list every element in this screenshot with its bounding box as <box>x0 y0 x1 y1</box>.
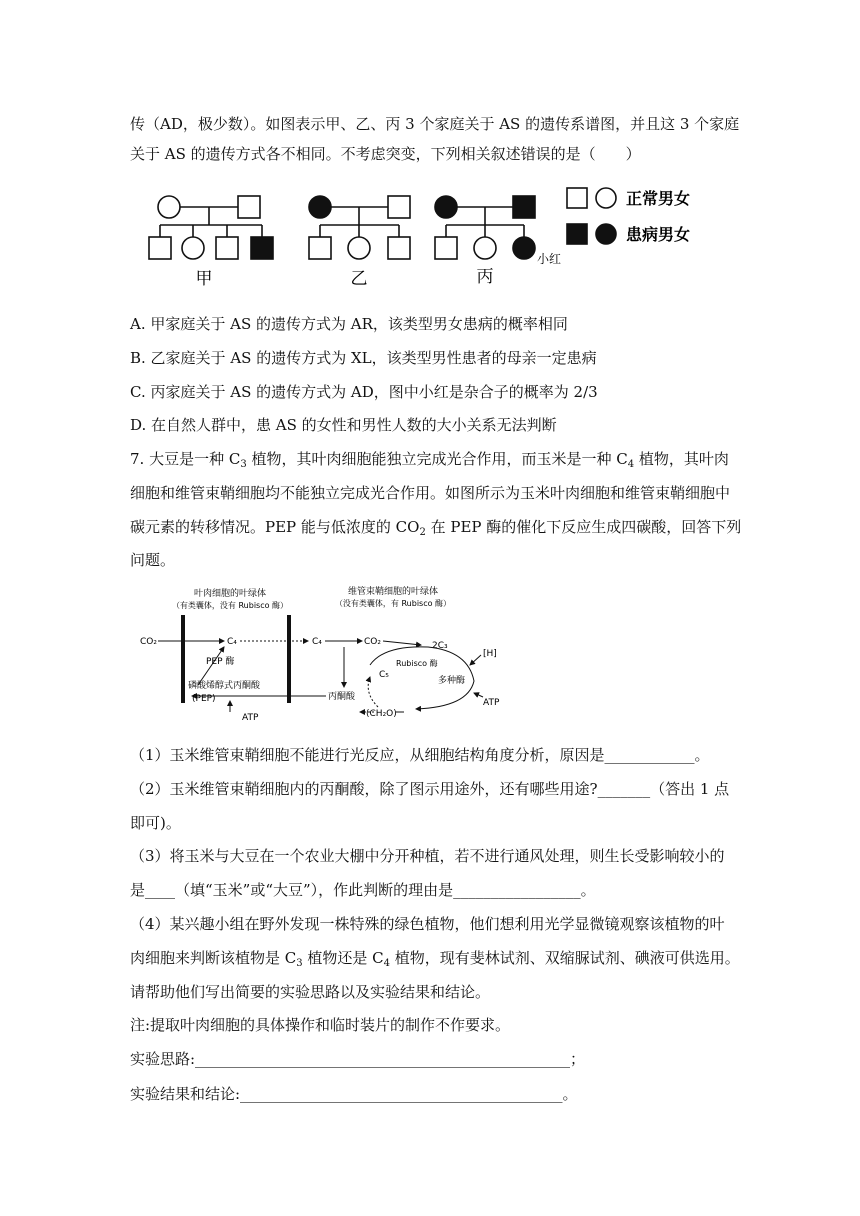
bing-son <box>435 237 457 259</box>
pep-name-label: 磷酸烯醇式丙酮酸 <box>188 681 261 691</box>
option-a: A. 甲家庭关于 AS 的遗传方式为 AR，该类型男女患病的概率相同 <box>130 315 568 333</box>
co2-right: CO₂ <box>364 637 381 647</box>
legend-affected-male <box>567 224 587 244</box>
q7-line-4: 问题。 <box>130 551 176 569</box>
two-c3: 2C₃ <box>432 641 448 651</box>
xiaohong-label: 小红 <box>537 252 562 266</box>
option-d: D. 在自然人群中，患 AS 的女性和男性人数的大小关系无法判断 <box>130 416 557 434</box>
multi-enzyme-label: 多种酶 <box>438 676 466 686</box>
jia-mother <box>158 196 180 218</box>
co2-left: CO₂ <box>140 637 157 647</box>
rubisco-label: Rubisco 酶 <box>396 659 438 668</box>
question-1: （1）玉米维管束鞘细胞不能进行光反应，从细胞结构角度分析，原因是____________。 <box>130 746 710 764</box>
yi-son-1 <box>309 237 331 259</box>
question-4-line-1: （4）某兴趣小组在野外发现一株特殊的绿色植物，他们想利用光学显微镜观察该植物的叶 <box>130 915 725 933</box>
yi-father <box>388 196 410 218</box>
jia-son-1 <box>149 237 171 259</box>
bundle-subtitle: （没有类囊体，有 Rubisco 酶） <box>334 599 452 608</box>
option-c: C. 丙家庭关于 AS 的遗传方式为 AD，图中小红是杂合子的概率为 2/3 <box>130 383 598 401</box>
bing-mother-affected <box>435 196 457 218</box>
family-label-jia: 甲 <box>195 269 213 289</box>
jia-son-affected <box>251 237 273 259</box>
q7-line-3: 碳元素的转移情况。PEP 能与低浓度的 $CO_2$ 在 PEP 酶的催化下反应生成四碳酸，回答下列 <box>130 518 742 538</box>
yi-son-2 <box>388 237 410 259</box>
legend-normal-label: 正常男女 <box>626 189 691 208</box>
ch2o-label: (CH₂O) <box>366 709 397 719</box>
c5-label: C₅ <box>379 670 389 680</box>
legend-normal-male <box>567 188 587 208</box>
question-4-line-2: 肉细胞来判断该植物是 $C_3$ 植物还是 $C_4$ 植物，现有斐林试剂、双缩脲试剂、碘液可供选用。 <box>130 949 740 969</box>
experiment-result-line: 实验结果和结论:___________________________________________。 <box>130 1085 578 1103</box>
q7-line-2: 细胞和维管束鞘细胞均不能独立完成光合作用。如图所示为玉米叶肉细胞和维管束鞘细胞中 <box>130 484 731 502</box>
question-3-line-2: 是____（填“玉米”或“大豆”），作此判断的理由是_________________。 <box>130 881 596 899</box>
pep-abbr-label: (PEP) <box>192 694 216 704</box>
pep-enzyme-label: PEP 酶 <box>206 657 235 667</box>
mesophyll-subtitle: （有类囊体，没有 Rubisco 酶） <box>171 601 289 610</box>
question-3-line-1: （3）将玉米与大豆在一个农业大棚中分开种植，若不进行通风处理，则生长受影响较小的 <box>130 847 725 865</box>
legend-affected-label: 患病男女 <box>626 225 691 244</box>
question-2-line-2: 即可)。 <box>130 814 181 832</box>
bing-xiaohong <box>513 237 535 259</box>
question-2-line-1: （2）玉米维管束鞘细胞内的丙酮酸，除了图示用途外，还有哪些用途?_______（答出 1 点 <box>130 780 730 798</box>
bundle-title: 维管束鞘细胞的叶绿体 <box>347 587 439 597</box>
bing-daughter <box>474 237 496 259</box>
jia-son-2 <box>216 237 238 259</box>
legend-normal-female <box>596 188 616 208</box>
family-label-bing: 丙 <box>476 267 494 287</box>
intro-line-1: 传（AD，极少数）。如图表示甲、乙、丙 3 个家庭关于 AS 的遗传系谱图，并且这 3 个家庭 <box>130 115 740 133</box>
c4-mesophyll: C₄ <box>227 637 237 647</box>
family-label-yi: 乙 <box>350 269 368 289</box>
question-4-line-3: 请帮助他们写出简要的实验思路以及实验结果和结论。 <box>130 983 491 1001</box>
experiment-idea-line: 实验思路:__________________________________________________； <box>130 1050 586 1068</box>
atp-right: ATP <box>483 698 500 708</box>
c4-pathway-diagram <box>138 585 518 725</box>
yi-mother-affected <box>309 196 331 218</box>
jia-father <box>238 196 260 218</box>
atp-left: ATP <box>242 713 259 723</box>
h-label: [H] <box>483 649 497 659</box>
bing-father-affected <box>513 196 535 218</box>
legend-affected-female <box>596 224 616 244</box>
mesophyll-title: 叶肉细胞的叶绿体 <box>193 589 267 599</box>
option-b: B. 乙家庭关于 AS 的遗传方式为 XL，该类型男性患者的母亲一定患病 <box>130 349 597 367</box>
jia-daughter <box>182 237 204 259</box>
pedigree-figure <box>140 183 720 293</box>
intro-line-2: 关于 AS 的遗传方式各不相同。不考虑突变，下列相关叙述错误的是（ ） <box>130 145 641 163</box>
c4-bundle: C₄ <box>312 637 322 647</box>
q7-line-1: 7. 大豆是一种 $C_3$ 植物，其叶肉细胞能独立完成光合作用，而玉米是一种 $C_4$ 植物，其叶肉 <box>130 450 729 470</box>
pyruvate-label: 丙酮酸 <box>328 692 356 702</box>
note-line: 注:提取叶肉细胞的具体操作和临时装片的制作不作要求。 <box>130 1016 511 1034</box>
yi-daughter <box>348 237 370 259</box>
